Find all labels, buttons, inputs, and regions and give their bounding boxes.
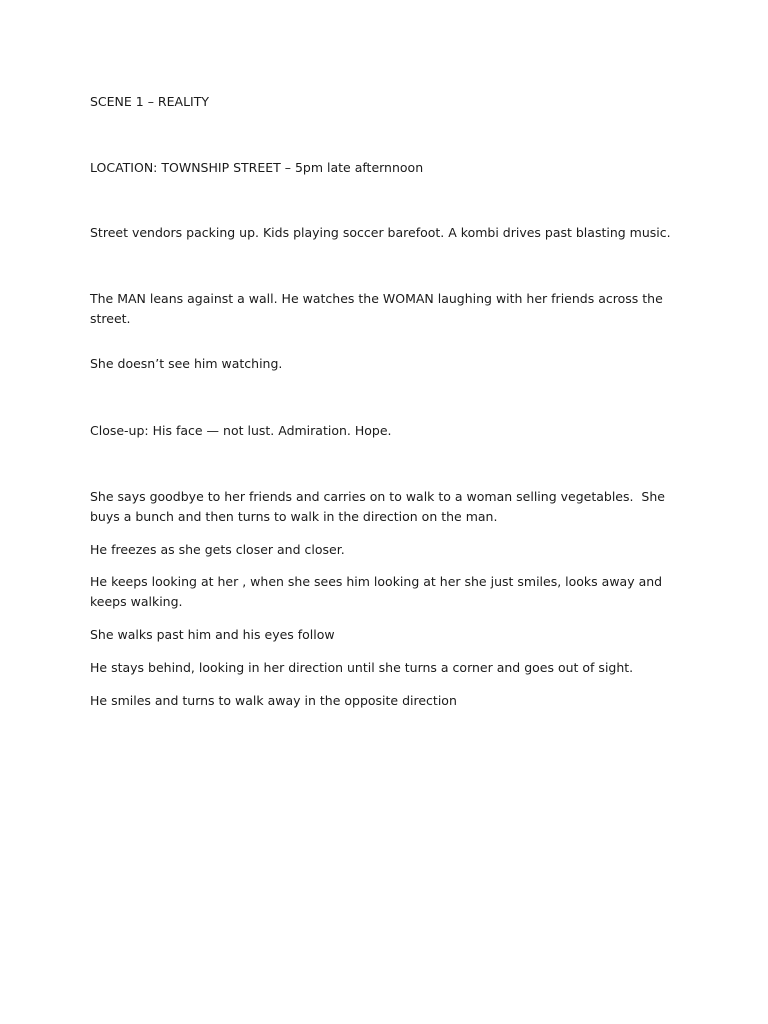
scene-heading: SCENE 1 – REALITY [90,94,209,109]
action-paragraph: The MAN leans against a wall. He watches the WOMAN laughing with her friends across the street. [90,291,667,326]
action-paragraph: He freezes as she gets closer and closer. [90,542,345,557]
action-paragraph: She says goodbye to her friends and carries on to walk to a woman selling vegetables. She buys a bunch and then turns to walk in the direction on the man. [90,489,669,524]
action-paragraph: She doesn’t see him watching. [90,356,283,371]
action-paragraph: Close-up: His face — not lust. Admiration. Hope. [90,423,392,438]
action-paragraph: He smiles and turns to walk away in the opposite direction [90,693,457,708]
action-paragraph: Street vendors packing up. Kids playing soccer barefoot. A kombi drives past blasting music. [90,225,671,240]
location-line: LOCATION: TOWNSHIP STREET – 5pm late afternnoon [90,160,424,175]
action-paragraph: She walks past him and his eyes follow [90,627,335,642]
action-paragraph: He stays behind, looking in her direction until she turns a corner and goes out of sight. [90,660,634,675]
action-paragraph: He keeps looking at her , when she sees him looking at her she just smiles, looks away and keeps walking. [90,574,667,609]
